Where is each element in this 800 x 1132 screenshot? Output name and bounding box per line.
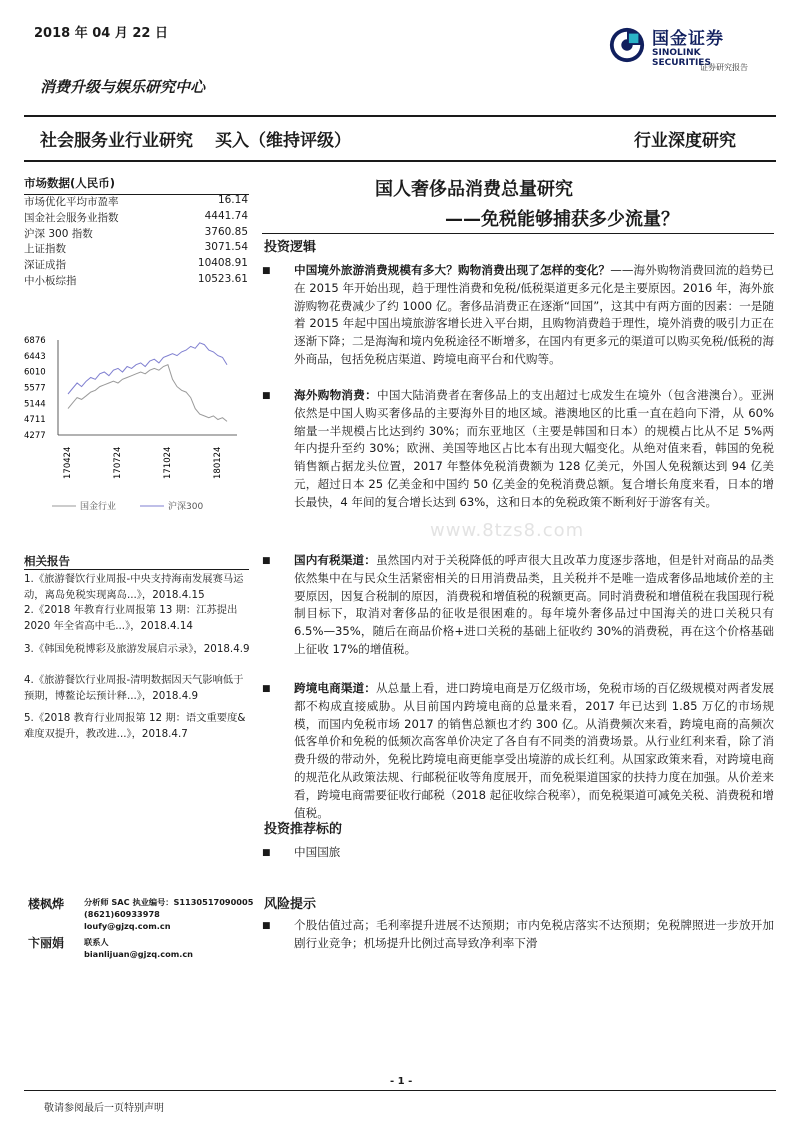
footer-note: 敬请参阅最后一页特别声明 — [44, 1103, 164, 1114]
x-tick-label: 170424 — [63, 446, 73, 479]
related-rule — [24, 569, 249, 570]
risk-item — [262, 917, 774, 953]
contact-role: 联系人 — [84, 937, 109, 947]
market-label: 深证成指 — [24, 259, 66, 272]
paragraph-text — [294, 680, 774, 822]
investment-logic-heading: 投资逻辑 — [264, 240, 317, 255]
related-report-item[interactable]: 2.《2018 年教育行业周报第 13 期：江苏提出 2020 年全省高中毛...》，2018.4.14 — [24, 604, 238, 632]
logic-paragraph — [262, 262, 774, 369]
paragraph-body: ——海外购物消费回流的趋势已在 2015 年开始出现，趋于理性消费和免税/低税渠道更多元化是主要原因。2016 年，海外旅游购物花费减少了约 1000 亿。奢侈品消费正在逐渐“回国”，这其中有两方面的因素：一是随着 2015 年起中国出境旅游客增长进入平台期，且购物消费趋于理性，境外消费的吸引力正在逐渐下降；二是海淘和境内免税途径不断增多，在国内有更多元的渠道可以购买免税/低税的海外商品，包括免税店渠道、跨境电商平台和代购等。 — [294, 263, 774, 366]
recommended-stock — [262, 844, 774, 862]
analyst-info — [84, 896, 253, 932]
analyst-phone: (8621)60933978 — [84, 909, 160, 919]
bullet-icon: ■ — [262, 848, 271, 858]
contact-email[interactable]: bianlijuan@gjzq.com.cn — [84, 949, 194, 959]
paragraph-lead: 中国境外旅游消费规模有多大？购物消费出现了怎样的变化？ — [294, 263, 611, 277]
bullet-icon: ■ — [262, 391, 271, 401]
logic-paragraph — [262, 387, 774, 512]
market-value: 16.14 — [217, 194, 248, 206]
paragraph-body: 从总量上看，进口跨境电商是万亿级市场，免税市场的百亿级规模对两者发展都不构成直接威胁。从目前国内跨境电商的总量来看，2017 年已达到 1.85 万亿的市场规模，而国内免税市场 2017 的销售总额也才约 300 亿。从消费频次来看，跨境电商的高频次低客单价和免税的低频次高客单价决定了各自有不同类的消费场景。从行业红利来看，除了消费升级的带动外，免税比跨境电商更能享受出境游的成长红利。从国家政策来看，对跨境电商的规范化从政策法规、行邮税征收等角度展开，而免税渠道国家的扶持力度在加强。从价差来看，跨境电商需要征收行邮税（2018 起征收综合税率），而免税渠道可减免关税、消费税和增值税。 — [294, 681, 774, 820]
paragraph-text — [294, 387, 774, 512]
y-tick-label: 4277 — [24, 431, 46, 441]
market-row — [24, 226, 248, 242]
y-tick-label: 5577 — [24, 383, 46, 394]
market-value: 10408.91 — [197, 257, 248, 270]
related-report-item[interactable]: 4.《旅游餐饮行业周报-清明数据因天气影响低于预期，博鳌论坛预计释...》，2018.4.9 — [24, 674, 244, 702]
paragraph-lead: 国内有税渠道： — [294, 553, 376, 567]
research-center: 消费升级与娱乐研究中心 — [40, 78, 206, 96]
logo-cn-text: 国金证券 — [652, 29, 724, 49]
analyst-email[interactable]: loufy@gjzq.com.cn — [84, 921, 171, 931]
y-tick-label: 6443 — [24, 351, 46, 362]
logo-en-text: SINOLINK SECURITIES — [652, 48, 711, 68]
header-rule — [24, 115, 776, 117]
y-tick-label: 6010 — [24, 367, 46, 378]
paragraph-lead: 海外购物消费： — [294, 388, 377, 402]
market-value: 4441.74 — [204, 209, 248, 222]
market-value: 3760.85 — [204, 225, 248, 238]
y-tick-label: 5144 — [24, 399, 46, 410]
sinolink-logo-icon — [608, 26, 646, 64]
price-chart — [22, 330, 242, 530]
page-number: - 1 - — [390, 1076, 413, 1087]
legend-label: 国金行业 — [80, 502, 117, 512]
industry-name: 社会服务业行业研究 — [40, 131, 193, 151]
x-tick-label: 171024 — [163, 446, 173, 479]
recommended-stock-name: 中国国旅 — [294, 845, 341, 859]
recommended-stocks-heading: 投资推荐标的 — [264, 822, 343, 837]
y-tick-label: 6876 — [24, 336, 46, 346]
market-label: 中小板综指 — [24, 275, 77, 287]
market-label: 国金社会服务业指数 — [24, 211, 119, 224]
y-tick-label: 4711 — [24, 415, 46, 426]
title-rule — [262, 233, 774, 234]
related-report-item[interactable]: 1.《旅游餐饮行业周报-中央支持海南发展赛马运动，离岛免税实现离岛...》，2018.4.15 — [24, 573, 244, 601]
risk-heading: 风险提示 — [264, 897, 317, 912]
analyst-name: 楼枫烨 — [28, 897, 65, 911]
related-report-item[interactable]: 3.《韩国免税博彩及旅游发展启示录》，2018.4.9 — [24, 643, 250, 655]
rating: 买入（维持评级） — [215, 131, 351, 151]
market-label: 上证指数 — [24, 243, 66, 256]
related-report-item[interactable]: 5.《2018 教育行业周报第 12 期：语文重要度&难度双提升，教改进...》，2018.4.7 — [24, 712, 246, 740]
bullet-icon: ■ — [262, 556, 271, 566]
paragraph-body: 中国大陆消费者在奢侈品上的支出超过七成发生在境外（包含港澳台）。亚洲依然是中国人购买奢侈品的主要海外目的地区域。港澳地区的比重一直在趋向下滑，从 60%缩量一半规模占比达到约 30%；而东亚地区（主要是韩国和日本）的规模占比从不足 5%两年内提升至约 30%；欧洲、美国等地区占比本有出现大幅变化。从绝对值来看，韩国的免税销售额占据龙头位置，2017 年整体免税消费额为 128 亿美元，外国人免税额达到 94 亿美元，超过日本 25 亿美金和中国约 50 亿美金的免税消费总额。复合增长角度来看，日本的增长最快，4 年间的复合增长达到 63%，这和日本的免税政策不断利好于游客有关。 — [294, 388, 774, 509]
market-row — [24, 210, 248, 226]
paragraph-text — [294, 262, 774, 369]
contact-info — [84, 936, 193, 960]
bullet-icon: ■ — [262, 266, 271, 276]
watermark: www.8tzs8.com — [430, 520, 585, 541]
industry-rating-line — [40, 126, 351, 151]
market-row — [24, 273, 248, 289]
contact-name: 卞丽娟 — [28, 936, 65, 950]
market-row — [24, 194, 248, 210]
logic-paragraph — [262, 552, 774, 659]
paragraph-body: 虽然国内对于关税降低的呼声很大且改革力度逐步落地，但是针对商品的品类依然集中在与民众生活紧密相关的日用消费品类，且关税并不是唯一造成奢侈品地域价差的主要原因，因复合税制的原因，消费税和增值税的税额更高。同时消费税和增值税在我国现行税制目标下，取消对奢侈品的征收是很困难的。每年境外奢侈品过中国海关的进口关税只有 6.5%—35%，随后在商品价格+进口关税的基础上征收约 30%的消费税，再在这个价格基础上征收 17%的增值税。 — [294, 553, 774, 656]
paragraph-text — [294, 552, 774, 659]
related-reports-title: 相关报告 — [24, 554, 70, 568]
header-rule-2 — [24, 160, 776, 162]
bullet-icon: ■ — [262, 684, 271, 694]
logo-subtitle: 证券研究报告 — [700, 63, 748, 72]
legend-label: 沪深300 — [168, 502, 204, 512]
series-line — [68, 343, 227, 394]
market-value: 3071.54 — [204, 241, 248, 254]
bullet-icon: ■ — [262, 921, 271, 931]
analyst-role: 分析师 SAC 执业编号：S1130517090005 — [84, 897, 254, 907]
market-label: 市场优化平均市盈率 — [24, 196, 119, 208]
x-tick-label: 180124 — [213, 446, 223, 479]
x-tick-label: 170724 — [113, 446, 123, 479]
report-type: 行业深度研究 — [634, 131, 736, 151]
logic-paragraph — [262, 680, 774, 822]
report-title: 国人奢侈品消费总量研究 — [375, 179, 573, 200]
market-data-title: 市场数据(人民币) — [24, 175, 249, 195]
market-value: 10523.61 — [197, 273, 248, 285]
report-date: 2018 年 04 月 22 日 — [34, 26, 168, 41]
risk-text: 个股估值过高；毛利率提升进展不达预期；市内免税店落实不达预期；免税牌照进一步放开加剧行业竞争；机场提升比例过高导致净利率下滑 — [294, 918, 774, 950]
footer-rule — [24, 1090, 776, 1091]
series-line — [68, 365, 227, 422]
report-subtitle: ——免税能够捕获多少流量？ — [445, 209, 679, 230]
paragraph-lead: 跨境电商渠道： — [294, 681, 376, 695]
market-label: 沪深 300 指数 — [24, 227, 93, 240]
market-row — [24, 241, 248, 257]
market-row — [24, 257, 248, 273]
